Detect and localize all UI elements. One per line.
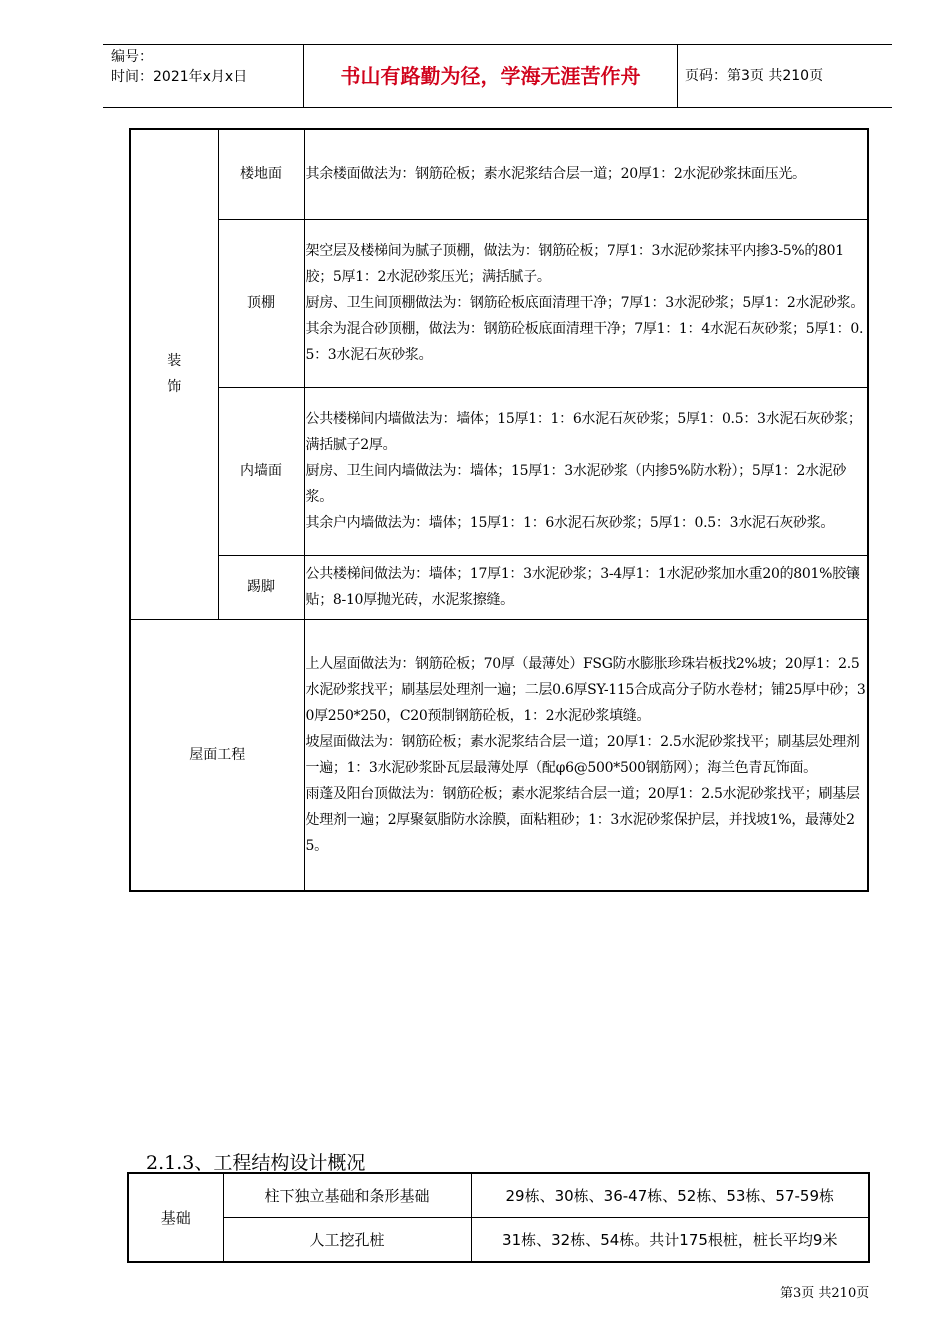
content-line: 架空层及楼梯间为腻子顶棚，做法为：钢筋砼板；7厚1：3水泥砂浆抹平内掺3-5%的801胶；5厚1：2水泥砂浆压光；满括腻子。 bbox=[305, 243, 844, 285]
page-footer: 第3页 共210页 bbox=[780, 1286, 870, 1301]
row-label: 楼地面 bbox=[218, 129, 304, 219]
foundation-category: 基础 bbox=[128, 1173, 223, 1262]
row-label: 内墙面 bbox=[218, 387, 304, 555]
decoration-category bbox=[130, 129, 218, 619]
content-line: 上人屋面做法为：钢筋砼板；70厚（最薄处）FSG防水膨胀珍珠岩板找2%坡；20厚1：2.5水泥砂浆找平；刷基层处理剂一遍；二层0.6厚SY-115合成高分子防水卷材；铺25厚中砂；30厚250*250，C20预制钢筋砼板，1：2水泥砂浆填缝。 bbox=[305, 655, 866, 724]
content-line: 厨房、卫生间内墙做法为：墙体；15厚1：3水泥砂浆（内掺5%防水粉）；5厚1：2水泥砂浆。 bbox=[305, 463, 847, 505]
content-line: 公共楼梯间做法为：墙体；17厚1：3水泥砂浆；3-4厚1：1水泥砂浆加水重20的801%胶镶贴；8-10厚抛光砖，水泥浆擦缝。 bbox=[305, 566, 860, 608]
row-content bbox=[304, 387, 868, 555]
foundation-type: 人工挖孔桩 bbox=[223, 1218, 471, 1263]
category-char: 装 bbox=[167, 353, 182, 370]
content-line: 其余户内墙做法为：墙体；15厚1：1：6水泥石灰砂浆；5厚1：0.5：3水泥石灰砂浆。 bbox=[305, 515, 835, 531]
table-row bbox=[130, 555, 868, 619]
decoration-table bbox=[129, 128, 869, 892]
content-line: 厨房、卫生间顶棚做法为：钢筋砼板底面清理干净；7厚1：3水泥砂浆；5厚1：2水泥砂浆。 bbox=[305, 295, 865, 311]
date-label: 时间：2021年x月x日 bbox=[111, 69, 248, 85]
table-row bbox=[130, 387, 868, 555]
serial-label: 编号： bbox=[111, 49, 153, 65]
row-content bbox=[304, 555, 868, 619]
content-line: 坡屋面做法为：钢筋砼板；素水泥浆结合层一道；20厚1：2.5水泥砂浆找平；刷基层处理剂一遍；1：3水泥砂浆卧瓦层最薄处厚（配φ6@500*500钢筋网）；海兰色青瓦饰面。 bbox=[305, 733, 860, 776]
row-label: 踢脚 bbox=[218, 555, 304, 619]
content-line: 雨蓬及阳台顶做法为：钢筋砼板；素水泥浆结合层一道；20厚1：2.5水泥砂浆找平；刷基层处理剂一遍；2厚聚氨脂防水涂膜，面粘粗砂；1：3水泥砂浆保护层，并找坡1%，最薄处25。 bbox=[305, 785, 860, 854]
foundation-desc: 31栋、32栋、54栋。共计175根桩，桩长平均9米 bbox=[471, 1218, 869, 1263]
roof-label: 屋面工程 bbox=[130, 619, 304, 891]
table-row bbox=[128, 1218, 869, 1263]
content-line: 其余楼面做法为：钢筋砼板；素水泥浆结合层一道；20厚1：2水泥砂浆抹面压光。 bbox=[305, 166, 806, 183]
table-row bbox=[130, 219, 868, 387]
foundation-type: 柱下独立基础和条形基础 bbox=[223, 1173, 471, 1218]
header-center bbox=[303, 45, 678, 107]
page-number-label: 页码：第3页 共210页 bbox=[685, 68, 824, 84]
table-row bbox=[130, 129, 868, 219]
page-header bbox=[103, 44, 892, 108]
category-char: 饰 bbox=[167, 379, 182, 396]
section-title: 2.1.3、工程结构设计概况 bbox=[146, 1152, 366, 1174]
row-content bbox=[304, 219, 868, 387]
table-row bbox=[128, 1173, 869, 1218]
foundation-table bbox=[127, 1172, 870, 1263]
content-line: 其余为混合砂顶棚，做法为：钢筋砼板底面清理干净；7厚1：1：4水泥石灰砂浆；5厚1：0.5：3水泥石灰砂浆。 bbox=[305, 321, 864, 363]
foundation-desc: 29栋、30栋、36-47栋、52栋、53栋、57-59栋 bbox=[471, 1173, 869, 1218]
header-left bbox=[103, 45, 303, 109]
row-content bbox=[304, 129, 868, 219]
row-label: 顶棚 bbox=[218, 219, 304, 387]
motto: 书山有路勤为径，学海无涯苦作舟 bbox=[340, 64, 641, 88]
content-line: 公共楼梯间内墙做法为：墙体；15厚1：1：6水泥石灰砂浆；5厚1：0.5：3水泥石灰砂浆；满括腻子2厚。 bbox=[305, 411, 862, 453]
row-content bbox=[304, 619, 868, 891]
table-row bbox=[130, 619, 868, 891]
